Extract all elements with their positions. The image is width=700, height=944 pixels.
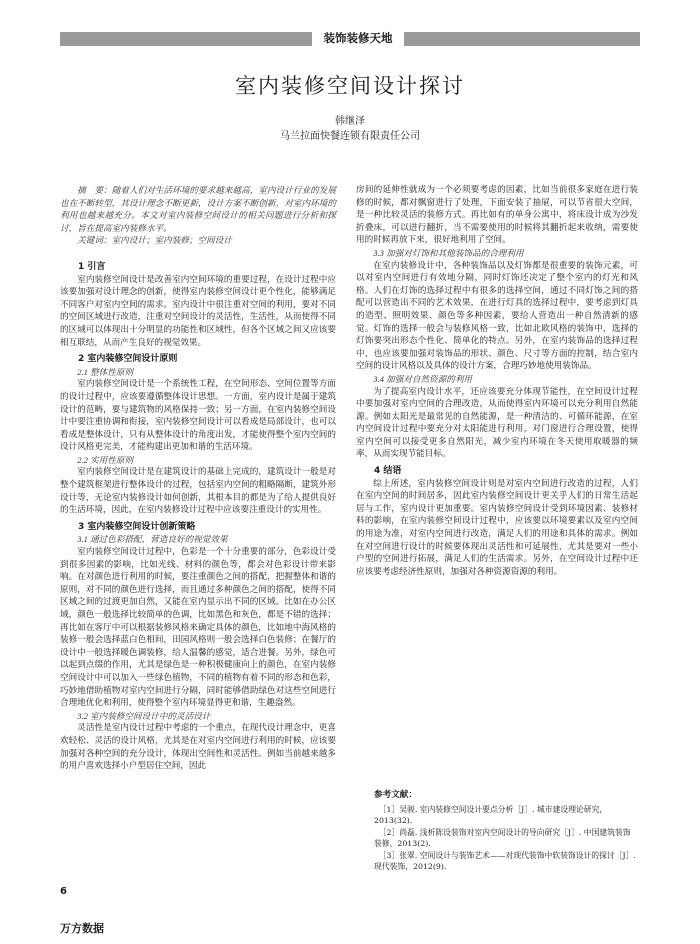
reference-item: ［1］吴骏. 室内装修空间设计要点分析［J］. 城市建设理论研究，2013(32). <box>374 804 608 825</box>
abstract-text: 摘 要：随着人们对生活环境的要求越来越高，室内设计行业的发展也在不断转型，其设计理念不断更新，设计方案不断创新，对室内环境的利用也越来越充分。本文对室内装修空间设计的相关问题进行分析和探讨，旨在提高室内装修水平。 <box>60 185 336 233</box>
article-title: 室内装修空间设计探讨 <box>235 74 465 98</box>
references <box>374 790 638 873</box>
section-3-3-heading: 3.3 加强对灯饰和其他装饰品的合理利用 <box>373 247 524 258</box>
header-rule-left <box>60 32 312 46</box>
section-2-heading: 2 室内装修空间设计原则 <box>78 354 178 365</box>
section-3-4-paragraph: 为了提高室内设计水平，还应该要充分体现节能性，在空间设计过程中要加强对室内空间的合理改造，从而使得室内环境可以充分利用自然能源。例如太阳光是最常见的自然能源，是一种清洁的、可循环能源，在室内空间设计过程中要充分对太阳能进行利用，对门窗进行合理设置，使得室内空间可以接受更多自然阳光，减少室内环境在冬天使用取暖器的频率，从而实现节能目标。 <box>356 386 638 460</box>
section-3-heading: 3 室内装修空间设计创新策略 <box>78 521 196 532</box>
section-3-2-paragraph: 灵活性是室内设计过程中考虑的一个重点，在现代设计理念中，更喜欢轻松、灵活的设计风格，尤其是在对室内空间进行利用的时候，应该要加强对各种空间的充分设计，体现出空间性和灵活性。例如当前越来越多的用户喜欢选择小户型居住空间，因此 <box>60 723 336 772</box>
section-1-paragraph: 室内装修空间设计是改善室内空间环境的重要过程，在设计过程中应该要加强对设计理念的创新，使得室内装修空间设计更个性化，能够满足不同客户对室内空间的需求。室内设计中很注重对空间的利用，要对不同的空间区域进行改造，注重对空间设计的灵活性，生活性，从而使得不同的区域可以体现出十分明显的功能性和区域性，但各个区域之间又应该要相互联结，从而产生良好的视觉效果。 <box>60 274 336 348</box>
reference-item: ［3］张翠. 空间设计与装饰艺术——对现代装饰中软装饰设计的探讨［J］. 现代装饰，2012(9). <box>374 850 636 871</box>
section-3-1-paragraph: 室内装修空间设计过程中，色彩是一个十分重要的部分，色彩设计受到很多因素的影响，比如光线、材料的颜色等，都会对色彩设计带来影响。在对颜色进行利用的时候，要注重颜色之间的搭配，把握整体和谐的原则，对不同的颜色进行选择，而且通过多种颜色之间的搭配，使得不同区域之间的过渡更加自然，又能在室内显示出不同的区域。比如在办公区域，颜色一般选择比较简单的色调，比如黑色和灰色，都是不错的选择；再比如在客厅中可以根据装修风格来确定具体的颜色，比如地中海风格的装修一般会选择蓝白色相间，田园风格则一般会选择白色装修；在餐厅的设计中一般选择暖色调装修，给人温馨的感觉，适合进餐。另外，绿色可以起到点缀的作用，尤其是绿色是一种积极健康向上的颜色，在室内装修空间设计中可以加入一些绿色植物，不同的植物有着不同的形态和色彩，巧妙地借助植物对室内空间进行分隔，同时能够借助绿色对这些空间进行合理地优化和利用，使得整个室内环境显得更和谐，生趣盎然。 <box>60 547 336 709</box>
header-rule-right <box>404 32 640 46</box>
section-3-4-heading: 3.4 加强对自然资源的利用 <box>373 373 473 384</box>
section-label: 装饰装修天地 <box>323 31 393 45</box>
right-column <box>356 184 638 578</box>
article-author: 韩继泽 <box>335 116 365 127</box>
reference-item: ［2］尚磊. 浅析陈设装饰对室内空间设计的导向研究［J］. 中国建筑装饰装修，2013(2). <box>374 827 631 848</box>
keywords: 关键词：室内设计；室内装修；空间设计 <box>77 235 232 246</box>
source-watermark: 万方数据 <box>60 922 104 935</box>
section-3-3-paragraph: 在室内装修设计中，各种装饰品以及灯饰都是很重要的装饰元素，可以对室内空间进行有效地分隔，同时灯饰还决定了整个室内的灯光和风格。人们在灯饰的选择过程中有很多的选择空间，通过不同灯饰之间的搭配可以营造出不同的艺术效果，在进行灯具的选择过程中，要考虑到灯具的造型、照明效果、颜色等多种因素，要给人营造出一种自然清新的感觉。灯饰的选择一般会与装修风格一致，比如北欧风格的装饰中，选择的灯饰要突出形态个性化、简单化的特点。另外，在室内装饰品的选择过程中，也应该要加强对装饰品的形状、颜色、尺寸等方面的控制，结合室内空间的设计风格以及具体的设计方案，合理巧妙地使用装饰品。 <box>356 260 638 372</box>
left-column <box>60 184 336 773</box>
references-title: 参考文献： <box>374 790 417 800</box>
page-number: 6 <box>60 886 67 897</box>
section-4-heading: 4 结语 <box>374 466 402 477</box>
article-affiliation: 马兰拉面快餐连锁有限责任公司 <box>280 131 420 142</box>
section-3-1-heading: 3.1 通过色彩搭配，营造良好的视觉效果 <box>77 534 228 545</box>
section-2-2-heading: 2.2 实用性原则 <box>77 454 134 465</box>
section-1-heading: 1 引言 <box>78 261 106 272</box>
section-4-paragraph: 综上所述，室内装修空间设计则是对室内空间进行改造的过程，人们在室内空间的时间居多，因此室内装修空间设计更关乎人们的日常生活起居与工作，室内设计更加重要。室内装修空间设计受到环境因素、装修材料的影响，在室内装修空间设计过程中，应该要以环境要素以及室内空间的用途为准，对室内空间进行改造，满足人们的用途和具体的需求。例如在对空间进行设计的时候要体现出灵活性和可延展性，尤其是要对一些小户型的空间进行拓展，满足人们的生活需求。另外，在空间设计过程中还应该要考虑经济性原则，加强对各种资源资源的利用。 <box>356 478 638 577</box>
section-2-1-heading: 2.1 整体性原则 <box>77 366 134 377</box>
section-2-1-paragraph: 室内装修空间设计是一个系统性工程，在空间形态、空间位置等方面的设计过程中，应该要遵循整体设计思想。一方面，室内设计是属于建筑设计的范畴，要与建筑物的风格保持一致；另一方面，在室内装修空间设计中要注重协调和衔接，室内装修空间设计可以看成是局部设计，也可以看成是整体设计，只有从整体设计的角度出发，才能使得整个室内空间的设计风格更完美，才能构建出更加和谐的生活环境。 <box>60 379 336 453</box>
section-3-2-heading: 3.2 室内装修空间设计中的灵活设计 <box>77 710 211 721</box>
section-3-2-continued: 房间的延伸性就成为一个必须要考虑的因素，比如当前很多家庭在进行装修的时候，都对飘窗进行了处理，下面安装了抽屉，可以节省很大空间，是一种比较灵活的装修方式。再比如有的单身公寓中，将床设计成为沙发折叠床，可以进行翻折，当不需要使用的时候将其翻折起来收纳，需要使用的时候再放下来，很好地利用了空间。 <box>356 185 638 246</box>
section-2-2-paragraph: 室内装修空间设计是在建筑设计的基础上完成的，建筑设计一般是对整个建筑框架进行整体设计的过程，包括室内空间的粗略隔断，建筑外形设计等，无论室内装修设计如何创新，其根本目的都是为了给人提供良好的生活环境，因此，在室内装修设计过程中应该要注重设计的实用性。 <box>60 467 336 516</box>
